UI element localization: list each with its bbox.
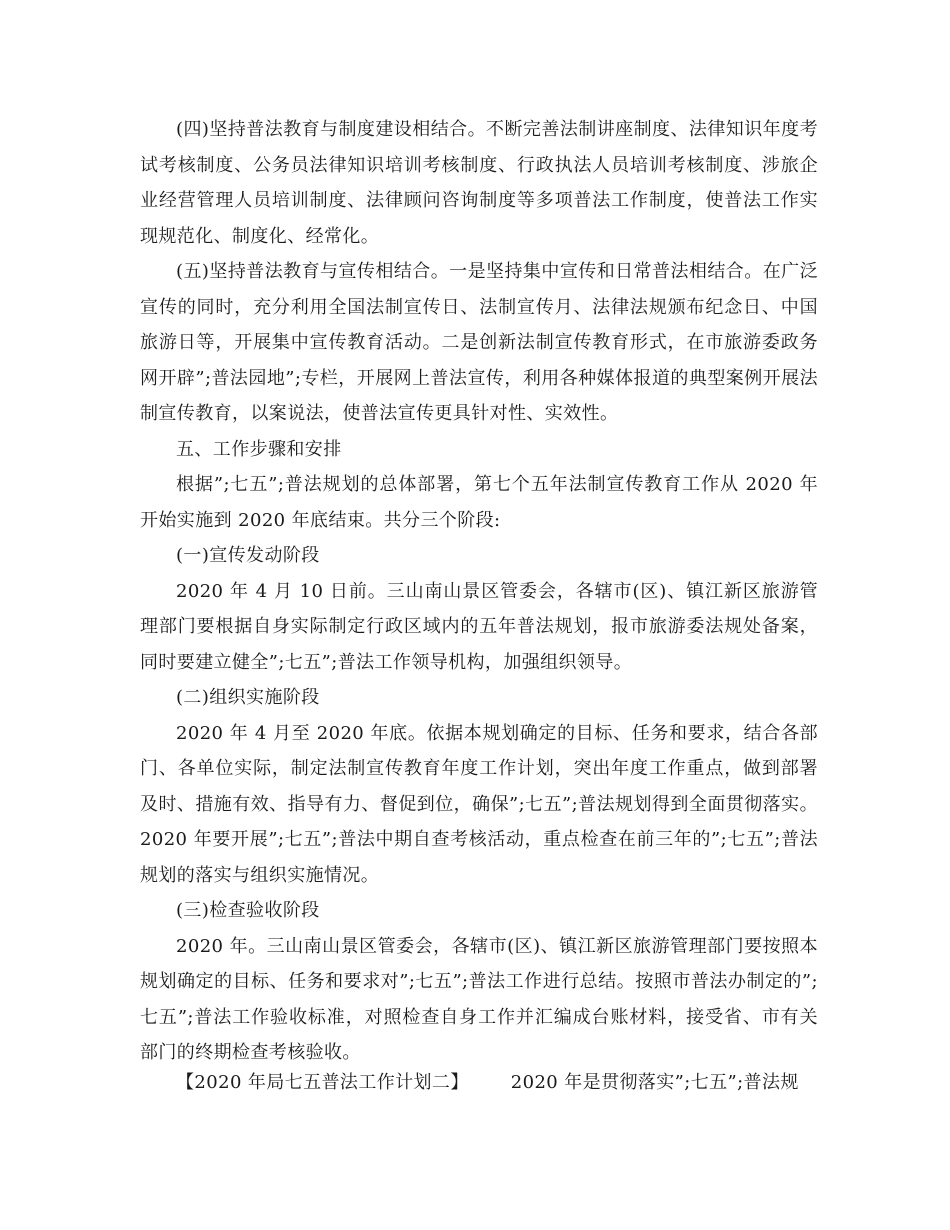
section-heading-work-steps: 五、工作步骤和安排 xyxy=(176,438,342,460)
paragraph-stage-3: 2020 年。三山南山景区管委会，各辖市(区)、镇江新区旅游管理部门要按照本规划确定的目标、任务和要求对”;七五”;普法工作进行总结。按照市普法办制定的”;七五”;普法工作验收标准，对照检查自身工作并汇编成台账材料，接受省、市有关部门的终期检查考核验收。 xyxy=(140,935,818,1063)
paragraph-stage-1: 2020 年 4 月 10 日前。三山南山景区管委会，各辖市(区)、镇江新区旅游管理部门要根据自身实际制定行政区域内的五年普法规划，报市旅游委法规处备案，同时要建立健全”;七五”;普法工作领导机构，加强组织领导。 xyxy=(140,580,818,673)
paragraph-overall-plan: 根据”;七五”;普法规划的总体部署，第七个五年法制宣传教育工作从 2020 年开始实施到 2020 年底结束。共分三个阶段: xyxy=(140,474,818,531)
stage-heading-2: (二)组织实施阶段 xyxy=(176,687,320,708)
document-body xyxy=(140,112,818,1071)
plan-two-intro: 2020 年是贯彻落实”;七五”;普法规 xyxy=(510,1072,799,1093)
closing-line xyxy=(176,1065,799,1101)
plan-two-heading: 【2020 年局七五普法工作计划二】 xyxy=(176,1072,469,1093)
paragraph-stage-2: 2020 年 4 月至 2020 年底。依据本规划确定的目标、任务和要求，结合各部门、各单位实际，制定法制宣传教育年度工作计划，突出年度工作重点，做到部署及时、措施有效、指导有力、督促到位，确保”;七五”;普法规划得到全面贯彻落实。2020 年要开展”;七五”;普法中期自查考核活动，重点检查在前三年的”;七五”;普法规划的落实与组织实施情况。 xyxy=(140,722,818,886)
paragraph-principle-5: (五)坚持普法教育与宣传相结合。一是坚持集中宣传和日常普法相结合。在广泛宣传的同时，充分利用全国法制宣传日、法制宣传月、法律法规颁布纪念日、中国旅游日等，开展集中宣传教育活动。二是创新法制宣传教育形式，在市旅游委政务网开辟”;普法园地”;专栏，开展网上普法宣传，利用各种媒体报道的典型案例开展法制宣传教育，以案说法，使普法宣传更具针对性、实效性。 xyxy=(140,261,818,424)
paragraph-principle-4: (四)坚持普法教育与制度建设相结合。不断完善法制讲座制度、法律知识年度考试考核制度、公务员法律知识培训考核制度、行政执法人员培训考核制度、涉旅企业经营管理人员培训制度、法律顾问咨询制度等多项普法工作制度，使普法工作实现规范化、制度化、经常化。 xyxy=(140,119,818,247)
stage-heading-3: (三)检查验收阶段 xyxy=(176,900,320,921)
stage-heading-1: (一)宣传发动阶段 xyxy=(176,545,320,566)
